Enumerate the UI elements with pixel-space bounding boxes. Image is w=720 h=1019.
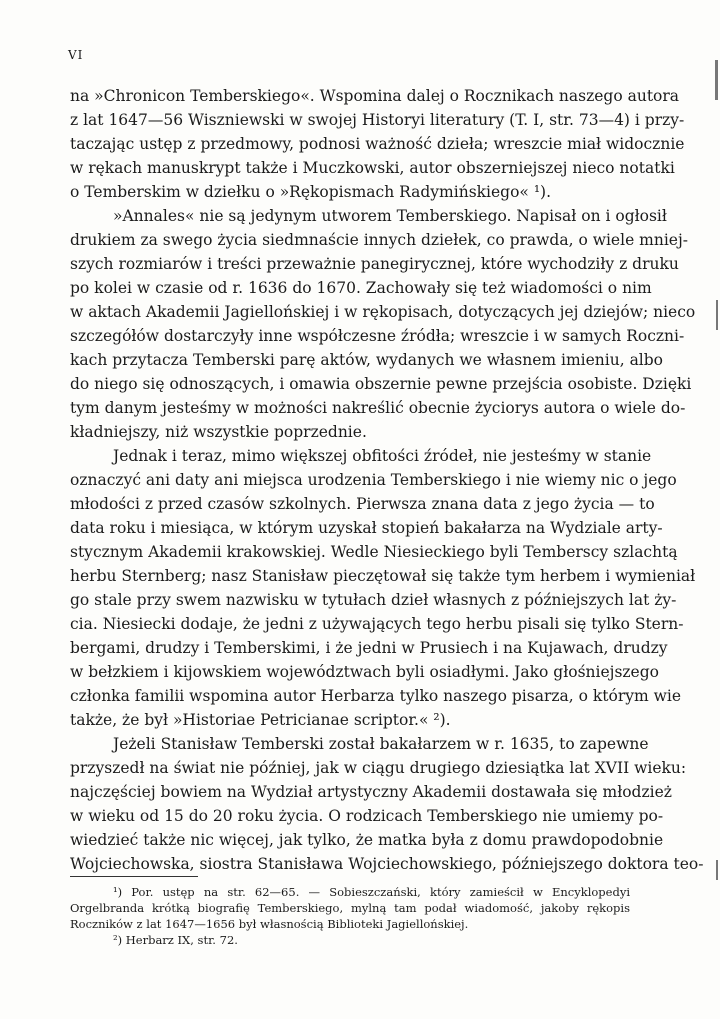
text-line: tym danym jesteśmy w możności nakreślić obecnie życiorys autora o wiele do- <box>70 399 686 417</box>
text-line: szczegółów dostarczyły inne współczesne źródła; wreszcie i w samych Roczni- <box>70 327 685 345</box>
text-line: bergami, drudzy i Temberskimi, i że jedni w Prusiech i na Kujawach, drudzy <box>70 639 668 657</box>
text-line: najczęściej bowiem na Wydział artystyczny Akademii dostawała się młodzież <box>70 783 672 801</box>
text-line: cia. Niesiecki dodaje, że jedni z używających tego herbu pisali się tylko Stern- <box>70 615 684 633</box>
text-line: na »Chronicon Temberskiego«. Wspomina dalej o Rocznikach naszego autora <box>70 87 680 105</box>
text-line: przyszedł na świat nie później, jak w ciągu drugiego dziesiątka lat XVII wieku: <box>70 759 687 777</box>
footnote-line: ¹) Por. ustęp na str. 62—65. — Sobieszczański, który zamieścił w Encyklopedyi <box>113 885 630 899</box>
scan-margin-mark <box>716 300 718 330</box>
footnote-line: ²) Herbarz IX, str. 72. <box>113 933 238 947</box>
footnote-line: Roczników z lat 1647—1656 był własnością Biblioteki Jagiellońskiej. <box>70 917 469 931</box>
text-line: kach przytacza Temberski parę aktów, wydanych we własnem imieniu, albo <box>70 351 664 369</box>
text-line: oznaczyć ani daty ani miejsca urodzenia Temberskiego i nie wiemy nic o jego <box>70 471 677 489</box>
text-line: data roku i miesiąca, w którym uzyskał stopień bakałarza na Wydziale arty- <box>70 519 663 537</box>
text-line: o Temberskim w dziełku o »Rękopismach Radymińskiego« ¹). <box>70 183 552 201</box>
paragraph-first-line: Jednak i teraz, mimo większej obfitości źródeł, nie jesteśmy w stanie <box>113 447 652 465</box>
text-line: szych rozmiarów i treści przeważnie panegirycznej, które wychodziły z druku <box>70 255 679 273</box>
text-line: drukiem za swego życia siedmnaście innych dziełek, co prawda, o wiele mniej- <box>70 231 689 249</box>
text-line: wiedzieć także nic więcej, jak tylko, że matka była z domu prawdopodobnie <box>70 831 664 849</box>
footnote-line: Orgelbranda krótką biografię Temberskiego, mylną tam podał wiadomość, jakoby rękopis <box>70 901 630 915</box>
scan-margin-mark <box>716 860 718 880</box>
text-line: w aktach Akademii Jagiellońskiej i w rękopisach, dotyczących jej dziejów; nieco <box>70 303 696 321</box>
text-line: po kolei w czasie od r. 1636 do 1670. Zachowały się też wiadomości o nim <box>70 279 652 297</box>
text-line: taczając ustęp z przedmowy, podnosi ważność dzieła; wreszcie miał widocznie <box>70 135 685 153</box>
text-line: także, że był »Historiae Petricianae scriptor.« ²). <box>70 711 451 729</box>
text-line: z lat 1647—56 Wiszniewski w swojej Historyi literatury (T. I, str. 73—4) i przy- <box>70 111 685 129</box>
text-line: go stale przy swem nazwisku w tytułach dzieł własnych z późniejszych lat ży- <box>70 591 677 609</box>
text-line: herbu Sternberg; nasz Stanisław pieczętował się także tym herbem i wymieniał <box>70 567 696 585</box>
paragraph-first-line: Jeżeli Stanisław Temberski został bakałarzem w r. 1635, to zapewne <box>113 735 649 753</box>
paragraph-first-line: »Annales« nie są jedynym utworem Temberskiego. Napisał on i ogłosił <box>113 207 667 225</box>
text-line: kładniejszy, niż wszystkie poprzednie. <box>70 423 367 441</box>
text-line: młodości z przed czasów szkolnych. Pierwsza znana data z jego życia — to <box>70 495 655 513</box>
footnote-divider <box>70 876 198 877</box>
text-line: w wieku od 15 do 20 roku życia. O rodzicach Temberskiego nie umiemy po- <box>70 807 664 825</box>
text-line: w bełzkiem i kijowskiem województwach byli osiadłymi. Jako głośniejszego <box>70 663 659 681</box>
text-line: członka familii wspomina autor Herbarza tylko naszego pisarza, o którym wie <box>70 687 682 705</box>
text-line: stycznym Akademii krakowskiej. Wedle Niesieckiego byli Temberscy szlachtą <box>70 543 678 561</box>
text-line: w rękach manuskrypt także i Muczkowski, autor obszerniejszej nieco notatki <box>70 159 675 177</box>
text-line: do niego się odnoszących, i omawia obszernie pewne przejścia osobiste. Dzięki <box>70 375 692 393</box>
scan-margin-mark <box>715 60 718 100</box>
text-line: Wojciechowska, siostra Stanisława Wojciechowskiego, późniejszego doktora teo- <box>70 855 704 873</box>
page-number: VI <box>68 48 84 62</box>
